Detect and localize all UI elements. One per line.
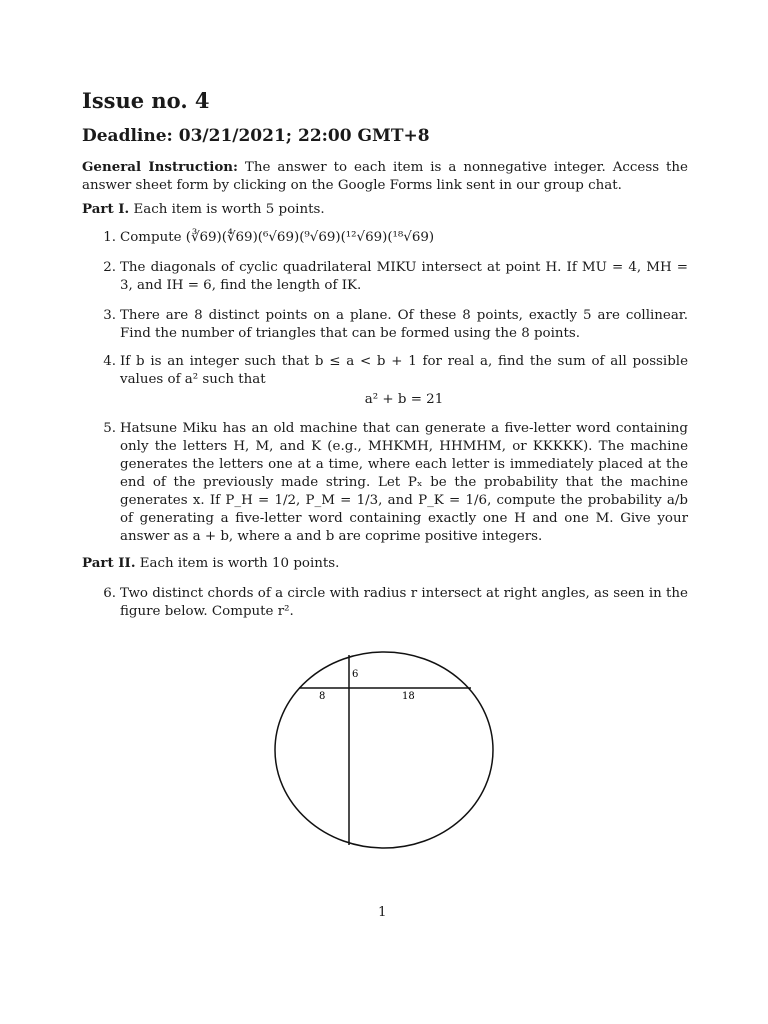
label-top: 6 — [352, 669, 359, 680]
issue-title: Issue no. 4 — [82, 88, 210, 113]
list-item — [96, 307, 688, 343]
item-number: 1. — [103, 230, 116, 245]
part-2-label: Part II. — [82, 555, 136, 571]
part-1-heading — [82, 200, 688, 219]
general-instruction-label: General Instruction: — [82, 159, 238, 175]
page-number: 1 — [378, 905, 387, 920]
equation: a² + b = 21 — [364, 392, 444, 407]
item-text: Compute (∛69)(∜69)(⁶√69)(⁹√69)(¹²√69)(¹⁸√69) — [120, 230, 435, 245]
item-text: If b is an integer such that b ≤ a < b + 1 for real a, find the sum of all possible values of a² such that — [120, 354, 688, 387]
item-number: 5. — [103, 421, 116, 436]
general-instruction — [82, 158, 688, 195]
item-text: Hatsune Miku has an old machine that can generate a five-letter word containing only the letters H, M, and K (e.g., MHKMH, HHMHM, or KKKKK). The machine generates the letters one at a time, where each letter is immediately placed at the end of the previously made string. Let Pₓ be the probability that the machine generates x. If P_H = 1/2, P_M = 1/3, and P_K = 1/6, compute the probability a/b of generating a five-letter word containing exactly one H and one M. Give your answer as a + b, where a and b are coprime positive integers. — [120, 421, 688, 544]
item-text: The diagonals of cyclic quadrilateral MIKU intersect at point H. If MU = 4, MH = 3, and IH = 6, find the length of IK. — [120, 260, 688, 293]
list-item — [96, 420, 688, 546]
part-1-text: Each item is worth 5 points. — [133, 202, 325, 217]
circle — [275, 652, 493, 848]
part-2-heading — [82, 554, 688, 573]
item-text: Two distinct chords of a circle with radius r intersect at right angles, as seen in the figure below. Compute r². — [120, 586, 688, 619]
part-2-text: Each item is worth 10 points. — [139, 556, 340, 571]
list-item — [96, 259, 688, 295]
item-number: 6. — [103, 586, 116, 601]
list-item — [96, 353, 688, 409]
item-number: 3. — [103, 308, 116, 323]
item-text: There are 8 distinct points on a plane. Of these 8 points, exactly 5 are collinear. Find the number of triangles that can be formed using the 8 points. — [120, 308, 688, 341]
label-left: 8 — [319, 691, 326, 702]
list-item — [96, 585, 688, 621]
deadline-heading: Deadline: 03/21/2021; 22:00 GMT+8 — [82, 126, 430, 146]
item-number: 2. — [103, 260, 116, 275]
item-number: 4. — [103, 354, 116, 369]
list-item — [96, 229, 688, 247]
part-1-label: Part I. — [82, 201, 130, 217]
label-right: 18 — [402, 691, 415, 702]
general-instruction-text: The answer to each item is a nonnegative integer. Access the answer sheet form by clicking on the Google Forms link sent in our group chat. — [82, 160, 688, 193]
